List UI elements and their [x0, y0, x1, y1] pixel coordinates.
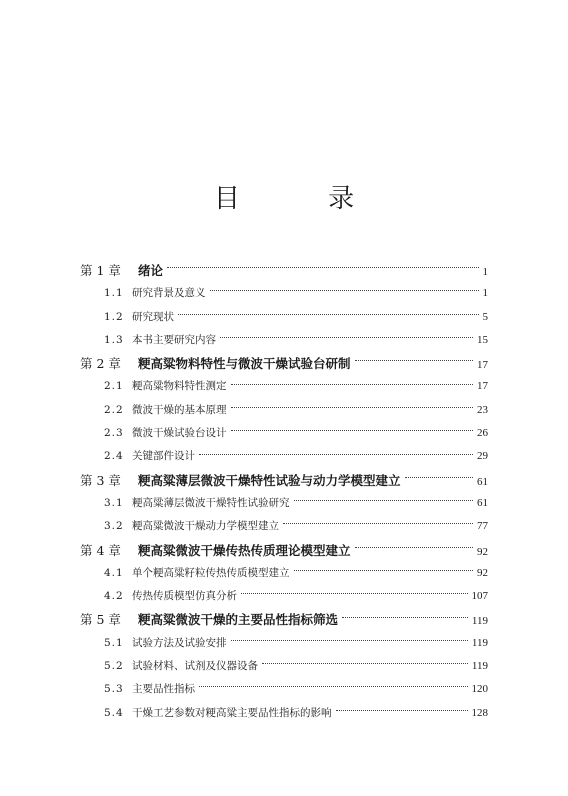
dot-leader	[294, 500, 474, 501]
dot-leader	[355, 547, 473, 548]
entry-page-number: 107	[471, 590, 488, 603]
toc-section-entry[interactable]	[80, 632, 488, 655]
entry-number: 3.2	[104, 520, 124, 533]
entry-title: 微波干燥的基本原理	[132, 403, 227, 416]
entry-page-number: 61	[477, 475, 488, 488]
entry-page-number: 15	[477, 333, 488, 346]
entry-number: 第 2 章	[80, 356, 121, 372]
toc-section-entry[interactable]	[80, 422, 488, 445]
entry-title: 主要品性指标	[132, 683, 195, 696]
entry-title: 研究背景及意义	[132, 287, 206, 300]
dot-leader	[199, 454, 473, 455]
entry-number: 2.3	[104, 427, 124, 440]
entry-title: 研究现状	[132, 310, 174, 323]
entry-number: 2.2	[104, 403, 124, 416]
toc-section-entry[interactable]	[80, 329, 488, 352]
dot-leader	[355, 360, 473, 361]
entry-page-number: 1	[482, 266, 488, 278]
entry-number: 1.3	[104, 333, 124, 346]
entry-number: 5.1	[104, 636, 124, 649]
entry-title: 粳高粱物料特性与微波干燥试验台研制	[138, 356, 351, 372]
table-of-contents	[80, 259, 488, 725]
toc-section-entry[interactable]	[80, 585, 488, 608]
dot-leader	[167, 267, 478, 268]
dot-leader	[342, 617, 468, 618]
toc-section-entry[interactable]	[80, 655, 488, 678]
entry-number: 2.4	[104, 450, 124, 463]
entry-title: 绪论	[138, 263, 164, 278]
entry-page-number: 5	[482, 310, 488, 323]
toc-section-entry[interactable]	[80, 375, 488, 398]
entry-number: 1.2	[104, 310, 124, 323]
entry-title: 粳高粱微波干燥传热传质理论模型建立	[138, 542, 351, 558]
dot-leader	[220, 337, 473, 338]
entry-title: 试验材料、试剂及仪器设备	[132, 660, 258, 673]
dot-leader	[210, 290, 479, 291]
entry-title: 粳高粱微波干燥的主要品性指标筛选	[138, 612, 339, 628]
entry-page-number: 26	[477, 427, 488, 440]
entry-number: 1.1	[104, 287, 124, 300]
entry-page-number: 119	[471, 615, 488, 628]
entry-number: 3.1	[104, 496, 124, 509]
entry-page-number: 120	[471, 683, 488, 696]
entry-page-number: 128	[471, 706, 488, 719]
dot-leader	[262, 663, 468, 664]
entry-title: 关键部件设计	[132, 450, 195, 463]
entry-number: 4.2	[104, 590, 124, 603]
dot-leader	[336, 710, 468, 711]
entry-title: 粳高粱微波干燥动力学模型建立	[132, 520, 279, 533]
toc-chapter-entry[interactable]	[80, 608, 488, 631]
toc-section-entry[interactable]	[80, 515, 488, 538]
toc-section-entry[interactable]	[80, 562, 488, 585]
dot-leader	[294, 570, 474, 571]
entry-number: 2.1	[104, 380, 124, 393]
entry-number: 5.2	[104, 660, 124, 673]
entry-page-number: 61	[477, 496, 488, 509]
dot-leader	[231, 430, 474, 431]
entry-number: 5.3	[104, 683, 124, 696]
entry-page-number: 1	[482, 287, 488, 300]
entry-number: 第 4 章	[80, 542, 121, 558]
entry-title: 干燥工艺参数对粳高粱主要品性指标的影响	[132, 706, 332, 719]
toc-chapter-entry[interactable]	[80, 259, 488, 282]
entry-number: 第 3 章	[80, 472, 121, 488]
entry-title: 本书主要研究内容	[132, 333, 216, 346]
toc-section-entry[interactable]	[80, 492, 488, 515]
entry-number: 5.4	[104, 706, 124, 719]
entry-title: 粳高粱薄层微波干燥特性试验与动力学模型建立	[138, 472, 401, 488]
toc-section-entry[interactable]	[80, 399, 488, 422]
dot-leader	[178, 314, 479, 315]
dot-leader	[241, 593, 468, 594]
entry-title: 微波干燥试验台设计	[132, 427, 227, 440]
entry-page-number: 23	[477, 403, 488, 416]
entry-number: 4.1	[104, 566, 124, 579]
entry-title: 粳高粱物料特性测定	[132, 380, 227, 393]
dot-leader	[283, 523, 473, 524]
entry-title: 传热传质模型仿真分析	[132, 590, 237, 603]
toc-chapter-entry[interactable]	[80, 469, 488, 492]
entry-title: 粳高粱薄层微波干燥特性试验研究	[132, 496, 290, 509]
entry-page-number: 17	[477, 380, 488, 393]
dot-leader	[405, 477, 473, 478]
entry-page-number: 119	[471, 660, 488, 673]
toc-section-entry[interactable]	[80, 306, 488, 329]
toc-chapter-entry[interactable]	[80, 352, 488, 375]
entry-page-number: 29	[477, 450, 488, 463]
entry-page-number: 77	[477, 520, 488, 533]
entry-page-number: 17	[477, 359, 488, 372]
entry-number: 第 1 章	[80, 263, 121, 278]
entry-page-number: 92	[477, 545, 488, 558]
entry-title: 试验方法及试验安排	[132, 636, 227, 649]
page-title: 目 录	[213, 184, 395, 214]
toc-section-entry[interactable]	[80, 702, 488, 725]
entry-page-number: 119	[471, 636, 488, 649]
dot-leader	[231, 640, 468, 641]
entry-number: 第 5 章	[80, 612, 121, 628]
dot-leader	[231, 407, 474, 408]
toc-section-entry[interactable]	[80, 445, 488, 468]
toc-section-entry[interactable]	[80, 282, 488, 305]
entry-page-number: 92	[477, 566, 488, 579]
dot-leader	[231, 384, 474, 385]
toc-section-entry[interactable]	[80, 678, 488, 701]
dot-leader	[199, 686, 468, 687]
entry-title: 单个粳高粱籽粒传热传质模型建立	[132, 566, 290, 579]
toc-chapter-entry[interactable]	[80, 539, 488, 562]
